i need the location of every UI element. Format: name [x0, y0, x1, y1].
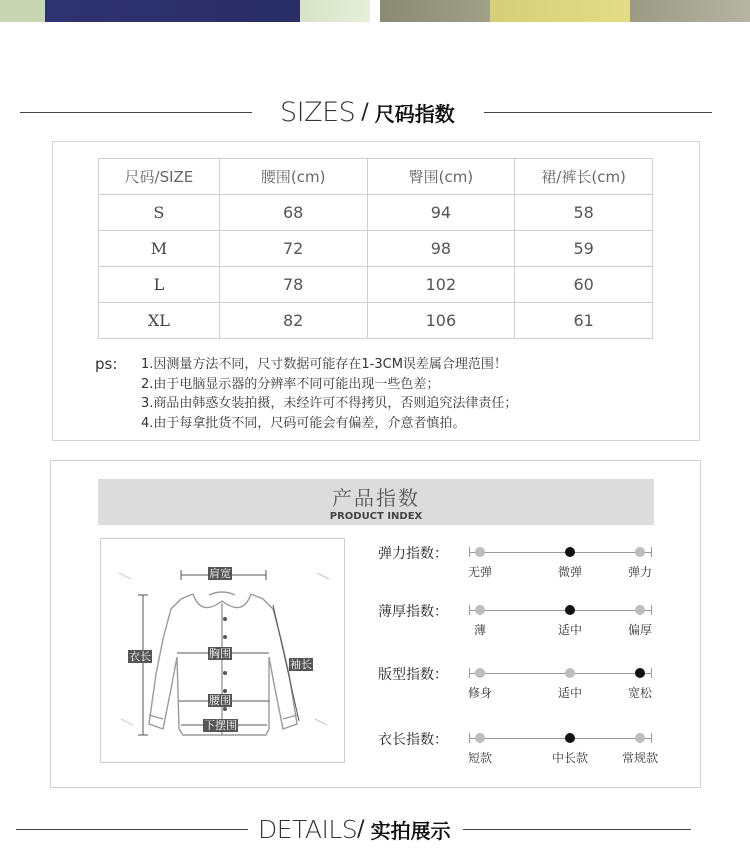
table-cell: 94: [367, 195, 515, 231]
column-header: 腰围(cm): [219, 159, 367, 195]
table-cell: 106: [367, 303, 515, 339]
table-row: [99, 195, 653, 231]
table-cell: 61: [515, 303, 653, 339]
index-row: [378, 601, 678, 641]
table-cell: S: [99, 195, 220, 231]
index-dot: [475, 668, 485, 678]
index-dot-selected: [635, 668, 645, 678]
sizes-heading-cn: 尺码指数: [374, 101, 455, 126]
index-track-end: [469, 547, 470, 557]
divider-line: [484, 112, 712, 113]
sizes-heading: [0, 98, 750, 126]
index-dot: [635, 605, 645, 615]
index-track-end: [651, 733, 652, 743]
table-cell: 72: [219, 231, 367, 267]
index-track: [469, 738, 651, 739]
index-option-label: 常规款: [621, 751, 659, 765]
column-header: 裙/裤长(cm): [515, 159, 653, 195]
length-label: 衣长: [129, 650, 151, 663]
table-cell: 68: [219, 195, 367, 231]
sizes-heading-slash: /: [361, 99, 369, 125]
product-index-title-en: PRODUCT INDEX: [329, 511, 423, 522]
table-cell: 78: [219, 267, 367, 303]
waist-label: 腰围: [209, 694, 231, 707]
table-row: [99, 303, 653, 339]
table-cell: L: [99, 267, 220, 303]
table-cell: 59: [515, 231, 653, 267]
index-option-label: 薄: [473, 623, 487, 637]
index-dot-selected: [565, 733, 575, 743]
index-track: [469, 610, 651, 611]
ps-label: ps:: [95, 355, 118, 373]
index-dot: [565, 668, 575, 678]
table-cell: 102: [367, 267, 515, 303]
product-photo-right: [380, 0, 750, 22]
index-track: [469, 552, 651, 553]
index-label: 弹力指数：: [378, 546, 448, 562]
table-cell: 98: [367, 231, 515, 267]
index-track-end: [469, 733, 470, 743]
index-dot-selected: [565, 547, 575, 557]
index-row: [378, 664, 678, 704]
note-item: 2.由于电脑显示器的分辨率不同可能出现一些色差；: [141, 376, 440, 392]
index-option-label: 适中: [557, 623, 583, 637]
product-index-title-cn: 产品指数: [332, 486, 420, 510]
notes-list: [141, 355, 611, 433]
index-option-label: 偏厚: [627, 623, 653, 637]
index-dot: [475, 733, 485, 743]
index-track-end: [651, 547, 652, 557]
index-option-label: 适中: [557, 686, 583, 700]
divider-line: [20, 112, 252, 113]
index-option-label: 微弹: [557, 565, 583, 579]
index-track-end: [651, 605, 652, 615]
index-dot-selected: [565, 605, 575, 615]
table-cell: 58: [515, 195, 653, 231]
index-label: 衣长指数：: [378, 732, 448, 748]
table-row: [99, 267, 653, 303]
note-item: 3.商品由韩惑女装拍摄，未经许可不得拷贝，否则追究法律责任；: [141, 396, 518, 411]
index-track-end: [469, 605, 470, 615]
sleeve-label: 袖长: [290, 658, 312, 671]
index-option-label: 修身: [467, 686, 493, 700]
table-cell: 60: [515, 267, 653, 303]
sizes-heading-en: SIZES: [280, 96, 356, 128]
product-photo-left: [0, 0, 370, 22]
note-item: 4.由于每拿批货不同，尺码可能会有偏差，介意者慎拍。: [141, 415, 466, 431]
index-dot: [475, 547, 485, 557]
table-row: [99, 231, 653, 267]
table-cell: XL: [99, 303, 220, 339]
index-dot: [475, 605, 485, 615]
details-heading: [0, 815, 750, 843]
index-label: 薄厚指数：: [378, 604, 448, 620]
product-index-banner: [98, 479, 654, 525]
table-cell: M: [99, 231, 220, 267]
index-dot: [635, 733, 645, 743]
table-cell: 82: [219, 303, 367, 339]
index-option-label: 短款: [467, 751, 493, 765]
size-table: [98, 158, 653, 339]
index-option-label: 中长款: [551, 751, 589, 765]
index-dot: [635, 547, 645, 557]
photo-strip: [0, 0, 750, 22]
hem-label: 下摆围: [204, 719, 237, 732]
index-option-label: 宽松: [627, 686, 653, 700]
index-option-label: 无弹: [467, 565, 493, 579]
index-row: [378, 543, 678, 583]
index-label: 版型指数：: [378, 667, 448, 683]
index-track-end: [651, 668, 652, 678]
divider-line: [463, 829, 691, 830]
details-heading-cn: 实拍展示: [370, 818, 451, 843]
index-option-label: 弹力: [627, 565, 653, 579]
column-header: 尺码/SIZE: [99, 159, 220, 195]
index-row: [378, 729, 678, 769]
index-track-end: [469, 668, 470, 678]
details-heading-en: DETAILS: [258, 814, 358, 844]
shirt-diagram: [100, 538, 345, 763]
chest-label: 胸围: [209, 647, 231, 660]
note-item: 1.因测量方法不同，尺寸数据可能存在1-3CM误差属合理范围！: [141, 357, 507, 372]
divider-line: [16, 829, 248, 830]
table-header-row: [99, 159, 653, 195]
column-header: 臀围(cm): [367, 159, 515, 195]
index-track: [469, 673, 651, 674]
shoulder-label: 肩宽: [209, 567, 231, 580]
details-heading-slash: /: [357, 816, 365, 842]
